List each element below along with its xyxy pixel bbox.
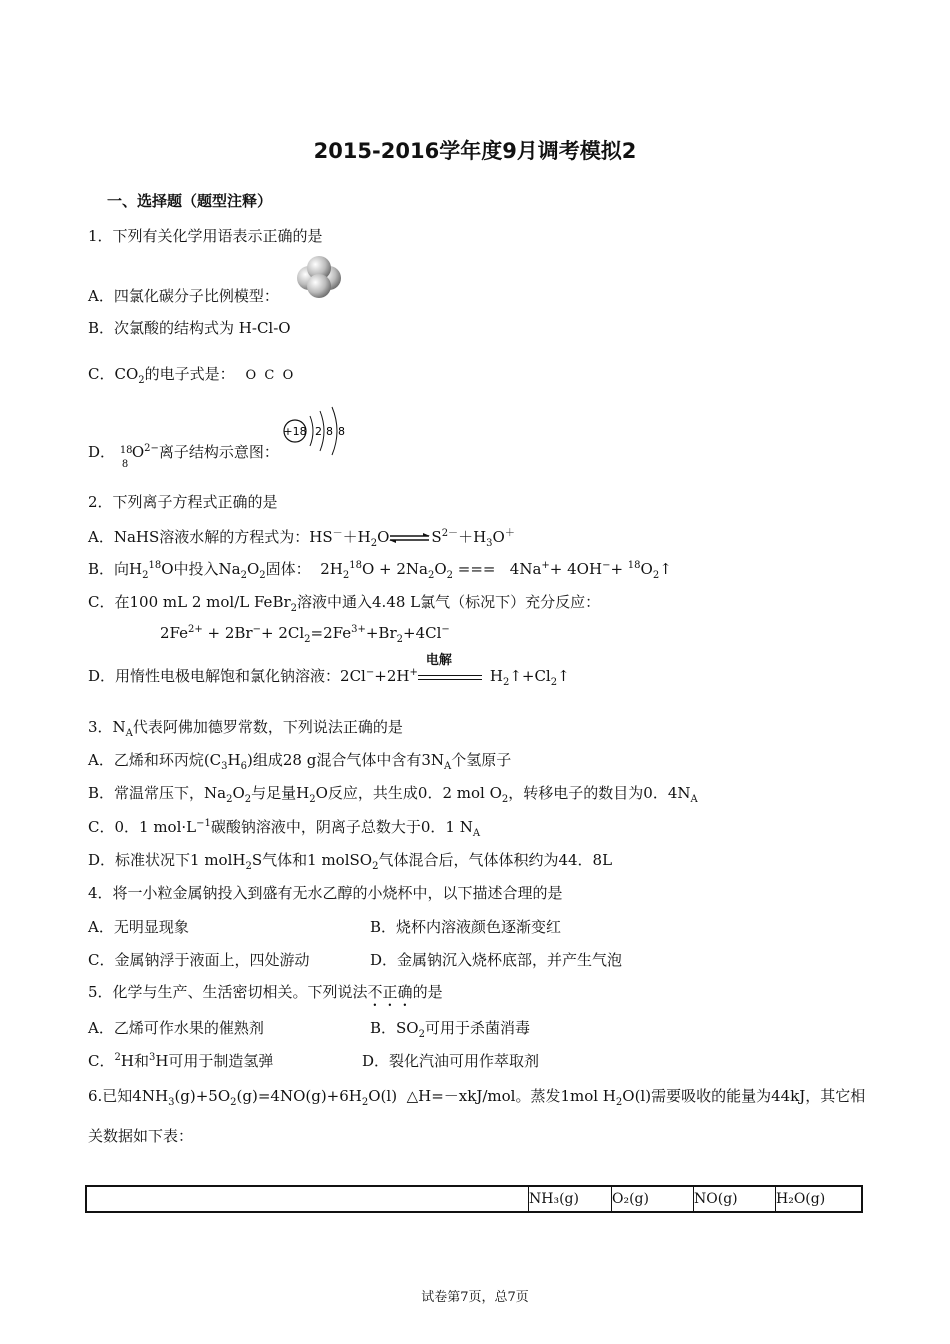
q2-b-prefix: B．向H bbox=[88, 560, 143, 578]
q3-stem-start: 3．N bbox=[88, 718, 126, 736]
q5-stem bbox=[88, 981, 443, 1010]
q4-option-a: A．无明显现象 bbox=[88, 918, 189, 936]
table-header-no: NO(g) bbox=[693, 1187, 777, 1211]
shell-label-2: 8 bbox=[326, 425, 333, 438]
q1-option-c bbox=[88, 363, 293, 386]
nucleus-label: +18 bbox=[283, 425, 307, 438]
q4-option-d: D．金属钠沉入烧杯底部，并产生气泡 bbox=[370, 951, 623, 969]
q2-option-a: A．NaHS溶液水解的方程式为：$HS^-+H_2O$ $S^{2-}+H_3O^+$ bbox=[88, 528, 515, 549]
q3-a-start: A．乙烯和环丙烷(C bbox=[88, 751, 222, 769]
q2-stem: 2．下列离子方程式正确的是 bbox=[88, 493, 278, 511]
q1-option-d bbox=[88, 441, 279, 470]
q6-start: 6.已知4NH bbox=[88, 1087, 169, 1105]
q3-c-start: C．0．1 mol·L bbox=[88, 818, 197, 836]
data-table bbox=[85, 1185, 863, 1213]
q1-c-suffix: 的电子式是： bbox=[144, 365, 235, 383]
q5-option-d: D．裂化汽油可用作萃取剂 bbox=[362, 1052, 540, 1070]
q5-option-c: C．$^2$H和$^3$H可用于制造氢弹 bbox=[88, 1052, 274, 1070]
q2-d-left: D．用惰性电极电解饱和氯化钠溶液：2Cl bbox=[88, 667, 366, 685]
electrolysis-label: 电解 bbox=[425, 653, 452, 668]
q5-row-ab bbox=[88, 1017, 530, 1040]
shell-label-3: 8 bbox=[338, 425, 345, 438]
q1-d-charge: 2− bbox=[144, 443, 159, 454]
q2-option-b: B．向$H_2^{18}O$中投入$Na_2O_2$固体： $2H_2^{18}O + 2Na_2O_2$ === $4Na^++ 4OH^-+ ^{18}O_2↑$ bbox=[88, 560, 672, 581]
q3-b-start: B．常温常压下，Na bbox=[88, 784, 227, 802]
page-title: 2015-2016学年度9月调考模拟2 bbox=[313, 139, 637, 163]
q2-option-c-equation: $2Fe^{2+} + 2Br^-+ 2Cl_2=2Fe^{3+}+Br_2+4Cl^-$ bbox=[160, 624, 450, 645]
table-header-h2o: H₂O(g) bbox=[775, 1187, 861, 1211]
table-header-nh3: NH₃(g) bbox=[528, 1187, 612, 1211]
q2-option-d: D．用惰性电极电解饱和氯化钠溶液：2Cl−+2H+ 电解 $H_2↑+Cl_2↑$ bbox=[88, 665, 570, 688]
ion-structure-diagram bbox=[280, 404, 350, 460]
q3-option-b: B．常温常压下，$Na_2O_2$与足量$H_2O$反应，共生成0．2 mol $O_2$，转移电子的数目为0．$4N_A$ bbox=[88, 784, 698, 805]
q2-a-left: A．NaHS溶液水解的方程式为：HS bbox=[88, 528, 333, 546]
q2-a-end: ＋H bbox=[458, 528, 487, 546]
q4-row-cd bbox=[88, 949, 623, 970]
electrolysis-arrow bbox=[418, 653, 490, 685]
q5-c-start: C． bbox=[88, 1052, 115, 1070]
q2-option-c: C．在100 mL 2 mol/L FeBr$_2$溶液中通入4.48 L氯气（标况下）充分反应： bbox=[88, 593, 601, 614]
page-footer: 试卷第7页，总7页 bbox=[421, 1290, 529, 1305]
q5-stem-emphasis: 不正确 bbox=[367, 983, 413, 1001]
q6-line-1: 6.已知$4NH_3(g)+5O_2(g)=4NO(g)+6H_2O(l)$ △H=－xkJ/mol。蒸发1mol $H_2O(l)$需要吸收的能量为44kJ，其它相 bbox=[88, 1087, 866, 1108]
q4-option-c: C．金属钠浮于液面上，四处游动 bbox=[88, 951, 310, 969]
shell-label-1: 2 bbox=[315, 425, 322, 438]
co2-electron-formula: O C O bbox=[245, 368, 294, 383]
q2-a-right: S bbox=[431, 528, 442, 546]
q4-stem: 4．将一小粒金属钠投入到盛有无水乙醇的小烧杯中，以下描述合理的是 bbox=[88, 884, 563, 902]
q5-stem-end: 的是 bbox=[412, 983, 443, 1001]
q3-d-start: D．标准状况下1 molH bbox=[88, 851, 246, 869]
q6-line-2: 关数据如下表： bbox=[88, 1127, 194, 1145]
q2-c-suffix: 溶液中通入4.48 L氯气（标况下）充分反应： bbox=[297, 593, 601, 611]
q1-d-suffix: 离子结构示意图： bbox=[158, 443, 279, 461]
q1-stem: 1．下列有关化学用语表示正确的是 bbox=[88, 227, 323, 245]
table-header-o2: O₂(g) bbox=[611, 1187, 695, 1211]
q5-option-a: A．乙烯可作水果的催熟剂 bbox=[88, 1019, 264, 1037]
q5-b-end: 可用于杀菌消毒 bbox=[424, 1019, 530, 1037]
q3-option-d: D．标准状况下1 molH$_2$S气体和1 molSO$_2$气体混合后，气体体积约为44．8L bbox=[88, 851, 613, 872]
isotope-mass: 18 bbox=[119, 445, 133, 456]
q3-option-a: A．乙烯和环丙烷$(C_3H_6)$组成28 g混合气体中含有$3N_A$个氢原子 bbox=[88, 751, 512, 772]
q5-b-start: B．SO bbox=[370, 1019, 419, 1037]
q4-row-ab bbox=[88, 916, 562, 937]
equilibrium-arrow-icon bbox=[389, 532, 431, 544]
q2-d-right: H bbox=[489, 667, 503, 685]
q5-option-b: B．$SO_2$可用于杀菌消毒 bbox=[370, 1019, 530, 1040]
q3-option-c: C．0．1 $mol\cdot L^{-1}$碳酸钠溶液中，阴离子总数大于0．1 $N_A$ bbox=[88, 818, 481, 839]
q1-c-prefix: C．CO bbox=[88, 365, 139, 383]
q2-c-equation-start: 2Fe bbox=[160, 624, 189, 642]
q1-d-ion: O bbox=[131, 443, 145, 461]
q1-option-a bbox=[88, 285, 279, 306]
q5-row-cd bbox=[88, 1050, 540, 1071]
q1-d-prefix: D． bbox=[88, 443, 116, 461]
q1-option-a-text: A．四氯化碳分子比例模型： bbox=[88, 287, 279, 305]
q3-stem-end: 代表阿佛加德罗常数，下列说法正确的是 bbox=[132, 718, 403, 736]
q3-stem: 3．$N_A$代表阿佛加德罗常数，下列说法正确的是 bbox=[88, 718, 403, 739]
ccl4-model-icon bbox=[295, 256, 343, 300]
q5-stem-start: 5．化学与生产、生活密切相关。下列说法 bbox=[88, 983, 368, 1001]
q4-option-b: B．烧杯内溶液颜色逐渐变红 bbox=[370, 918, 562, 936]
isotope-atomic: 8 bbox=[121, 459, 129, 470]
q1-c-sub: 2 bbox=[138, 375, 145, 386]
q2-c-prefix: C．在100 mL 2 mol/L FeBr bbox=[88, 593, 291, 611]
q1-option-b: B．次氯酸的结构式为 H-Cl-O bbox=[88, 319, 291, 337]
section-heading: 一、选择题（题型注释） bbox=[107, 192, 273, 210]
